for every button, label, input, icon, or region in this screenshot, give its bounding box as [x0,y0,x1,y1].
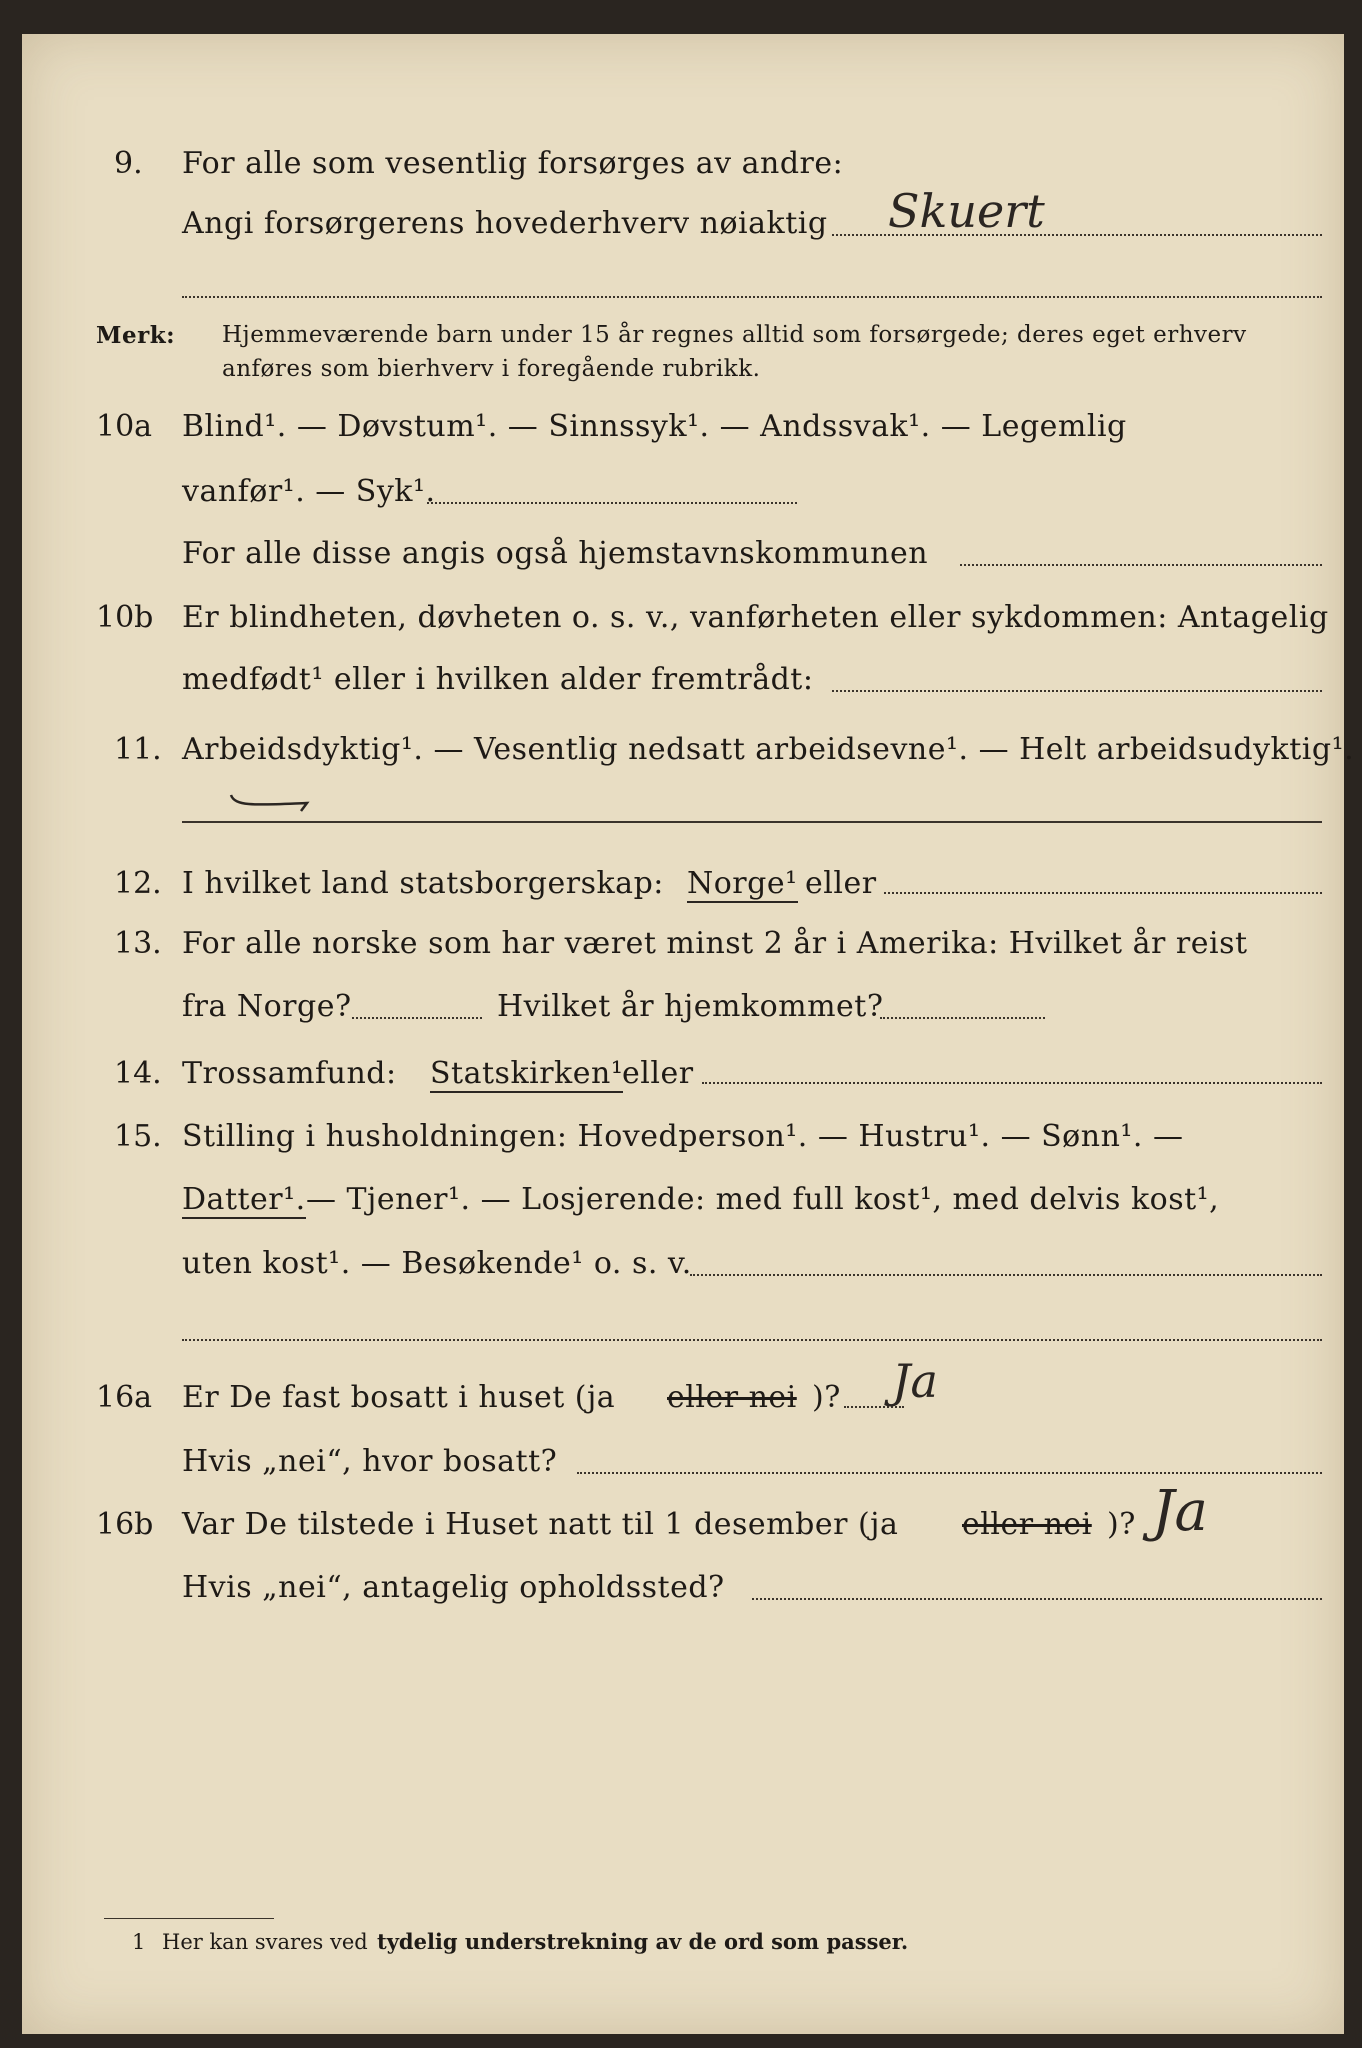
q15-underlined-datter: Datter¹. [182,1182,306,1217]
q15-extra-field[interactable] [182,1339,1322,1341]
q16a-bosatt-field[interactable] [577,1472,1322,1474]
q16b-number: 16b [96,1507,154,1542]
footnote-bold-text: tydelig understrekning av de ord som passer. [377,1929,909,1954]
q13-line1: For alle norske som har været minst 2 år i Amerika: Hvilket år reist [182,926,1248,961]
q10a-hjemstavn-field[interactable] [960,564,1322,566]
q15-line3: uten kost¹. — Besøkende¹ o. s. v. [182,1246,692,1281]
q12-prefix: I hvilket land statsborgerskap: [182,866,664,901]
q10a-line1: Blind¹. — Døvstum¹. — Sinnssyk¹. — Andssvak¹. — Legemlig [182,409,1127,444]
q10a-syk-field[interactable] [427,502,797,504]
q12-underlined-norge: Norge¹ [687,866,798,901]
q10b-line2: medfødt¹ eller i hvilken alder fremtrådt: [182,662,814,697]
q9-line2: Angi forsørgerens hovederhverv nøiaktig [182,206,828,241]
footnote-plain-text: Her kan svares ved [162,1930,368,1954]
q16b-line2: Hvis „nei“, antagelig opholdssted? [182,1570,725,1605]
q16a-handwritten-answer: Ja [892,1354,938,1408]
merk-line2: anføres som bierhverv i foregående rubrikk. [222,356,761,382]
q14-underlined-statskirken: Statskirken¹ [430,1056,624,1091]
q12-land-field[interactable] [884,892,1322,894]
q11-handwritten-underline-mark [227,789,317,817]
q13-line2b: Hvilket år hjemkommet? [497,989,884,1024]
q15-number: 15. [114,1119,162,1154]
q16a-line2: Hvis „nei“, hvor bosatt? [182,1444,558,1479]
merk-line1: Hjemmeværende barn under 15 år regnes alltid som forsørgede; deres eget erhverv [222,322,1247,348]
q14-trossamfund-field[interactable] [702,1082,1322,1084]
q12-number: 12. [114,866,162,901]
q15-line1: Stilling i husholdningen: Hovedperson¹. — Hustru¹. — Sønn¹. — [182,1119,1184,1154]
q10a-number: 10a [96,409,153,444]
q15-line2-rest: — Tjener¹. — Losjerende: med full kost¹, med delvis kost¹, [306,1182,1220,1217]
q13-line2a: fra Norge? [182,989,352,1024]
q16b-opholdssted-field[interactable] [752,1598,1322,1600]
q16b-handwritten-answer: Ja [1152,1479,1208,1544]
q15-stilling-field[interactable] [690,1274,1322,1276]
q10a-line3: For alle disse angis også hjemstavnskommunen [182,536,929,571]
q10b-number: 10b [96,600,154,635]
q14-prefix: Trossamfund: [182,1056,397,1091]
q9-handwritten-answer: Skuert [888,184,1045,238]
q14-suffix: eller [622,1056,694,1091]
q11-line1: Arbeidsdyktig¹. — Vesentlig nedsatt arbeidsevne¹. — Helt arbeidsudyktig¹. [182,732,1355,767]
q10b-line1: Er blindheten, døvheten o. s. v., vanførheten eller sykdommen: Antagelig [182,600,1329,635]
q9-number: 9. [114,146,143,181]
q16a-struck-eller-nei: eller nei [667,1380,797,1415]
q9-extra-field[interactable] [182,296,1322,298]
q13-reist-field[interactable] [352,1017,482,1019]
footnote-mark: 1 [132,1930,146,1954]
q16b-struck-eller-nei: eller nei [962,1507,1092,1542]
q16a-line1-prefix: Er De fast bosatt i huset (ja [182,1380,616,1415]
q13-hjemkommet-field[interactable] [880,1017,1045,1019]
q16a-line1-suffix: )? [812,1380,841,1415]
q12-suffix: eller [805,866,877,901]
merk-label: Merk: [96,322,176,349]
footnote-separator [104,1918,274,1919]
q11-answer-line[interactable] [182,821,1322,823]
q14-number: 14. [114,1056,162,1091]
census-form-page [22,34,1355,2034]
q10a-line2: vanfør¹. — Syk¹. [182,474,436,509]
q16a-number: 16a [96,1380,153,1415]
q9-line1: For alle som vesentlig forsørges av andre: [182,146,844,181]
q13-number: 13. [114,926,162,961]
q16b-line1-prefix: Var De tilstede i Huset natt til 1 desember (ja [182,1507,899,1542]
q10b-alder-field[interactable] [832,690,1322,692]
q16b-line1-suffix: )? [1107,1507,1136,1542]
q11-number: 11. [114,732,162,767]
